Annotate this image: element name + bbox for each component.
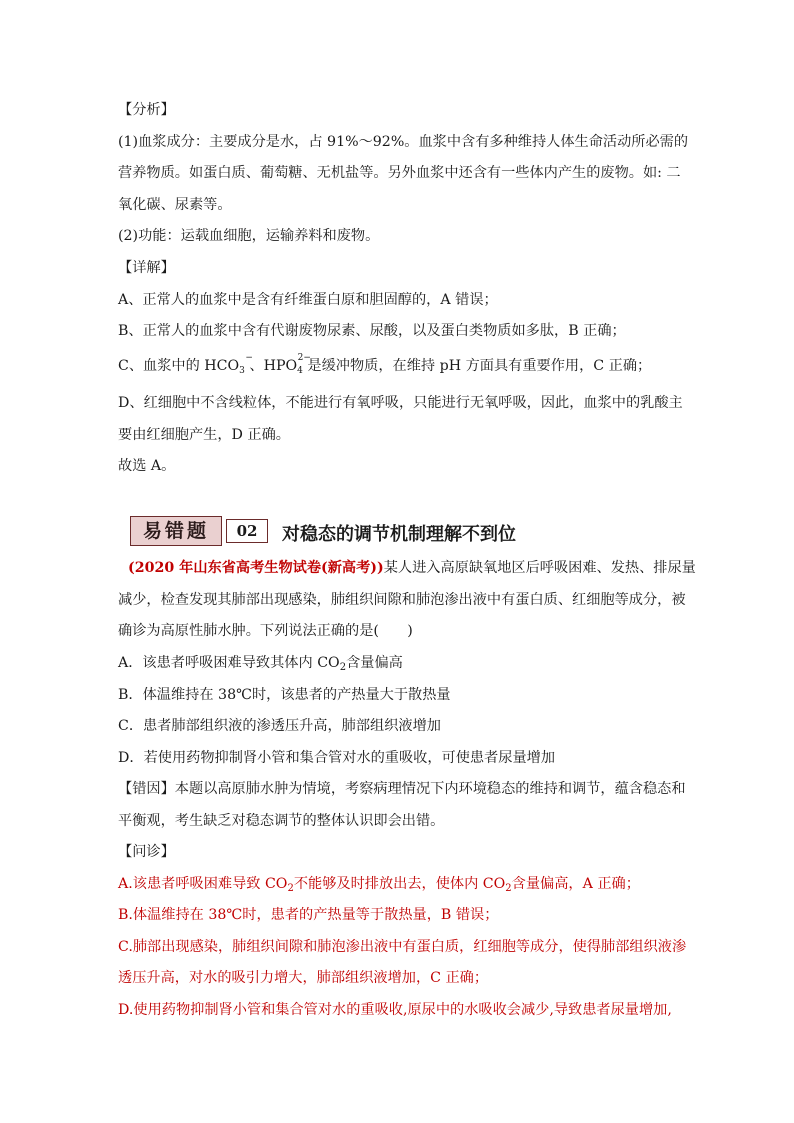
badge-number: 02: [226, 519, 268, 543]
option-d: D．若使用药物抑制肾小管和集合管对水的重吸收，可使患者尿量增加: [118, 750, 556, 766]
wenzhen-option-b: B.体温维持在 38℃时，患者的产热量等于散热量，B 错误；: [118, 907, 499, 923]
xiangjie-answer: 故选 A。: [118, 458, 176, 474]
error-badge: [130, 516, 270, 546]
xiangjie-option-d-1: D、红细胞中不含线粒体，不能进行有氧呼吸，只能进行无氧呼吸，因此，血浆中的乳酸主: [118, 395, 683, 411]
cuoyin-line-2: 平衡观，考生缺乏对稳态调节的整体认识即会出错。: [118, 813, 445, 829]
xiangjie-option-d-2: 要由红细胞产生，D 正确。: [118, 427, 290, 443]
fenxi-line-3: 氧化碳、尿素等。: [118, 197, 232, 213]
option-b: B．体温维持在 38℃时，该患者的产热量大于散热量: [118, 687, 451, 703]
cuoyin-line-1: 【错因】本题以高原肺水肿为情境，考察病理情况下内环境稳态的维持和调节，蕴含稳态和: [118, 781, 686, 797]
option-a: A．该患者呼吸困难导致其体内 $CO_2$含量偏高: [118, 655, 403, 673]
xiangjie-option-b: B、正常人的血浆中含有代谢废物尿素、尿酸，以及蛋白类物质如多肽，B 正确；: [118, 323, 626, 339]
xiangjie-option-c: C、血浆中的 $HCO_3$ − 、$HPO_4$ 2− 是缓冲物质，在维持 pH 方面具有重要作用，C 正确；: [118, 356, 651, 381]
cuoyin-header: 【错因】: [118, 781, 175, 797]
option-c: C．患者肺部组织液的渗透压升高，肺部组织液增加: [118, 718, 441, 734]
wenzhen-header: 【问诊】: [118, 844, 175, 860]
question-source: (2020 年山东省高考生物试卷(新高考)): [128, 560, 384, 576]
question-stem-2: 减少，检查发现其肺部出现感染，肺组织间隙和肺泡渗出液中有蛋白质、红细胞等成分，被: [118, 592, 686, 608]
xiangjie-option-a: A、正常人的血浆中是含有纤维蛋白原和胆固醇的，A 错误；: [118, 292, 498, 308]
section-title: 对稳态的调节机制理解不到位: [282, 524, 516, 545]
wenzhen-option-a: A.该患者呼吸困难导致 $CO_2$不能够及时排放出去，使体内 $CO_2$含量偏高，A 正确；: [118, 876, 640, 894]
wenzhen-option-d-1: D.使用药物抑制肾小管和集合管对水的重吸收,原尿中的水吸收会减少,导致患者尿量增加,: [118, 1002, 672, 1018]
hpo4-ion: $_4$ 2−: [297, 353, 311, 376]
wenzhen-option-c-2: 透压升高，对水的吸引力增大，肺部组织液增加，C 正确；: [118, 970, 489, 986]
hco3-ion: $_3$ −: [239, 353, 253, 376]
badge-label: 易错题: [130, 516, 222, 546]
fenxi-line-1: (1)血浆成分：主要成分是水，占 91%～92%。血浆中含有多种维持人体生命活动所必需的: [118, 134, 689, 150]
xiangjie-header: 【详解】: [118, 260, 175, 276]
question-stem-3: 确诊为高原性肺水肿。下列说法正确的是( ): [118, 623, 413, 639]
fenxi-line-4: (2)功能：运载血细胞，运输养料和废物。: [118, 228, 380, 244]
question-stem-1: (2020 年山东省高考生物试卷(新高考))某人进入高原缺氧地区后呼吸困难、发热、排尿量: [128, 560, 696, 576]
fenxi-line-2: 营养物质。如蛋白质、葡萄糖、无机盐等。另外血浆中还含有一些体内产生的废物。如: 二: [118, 165, 681, 181]
wenzhen-option-c-1: C.肺部出现感染，肺组织间隙和肺泡渗出液中有蛋白质，红细胞等成分，使得肺部组织液渗: [118, 939, 687, 955]
fenxi-header: 【分析】: [118, 102, 175, 118]
